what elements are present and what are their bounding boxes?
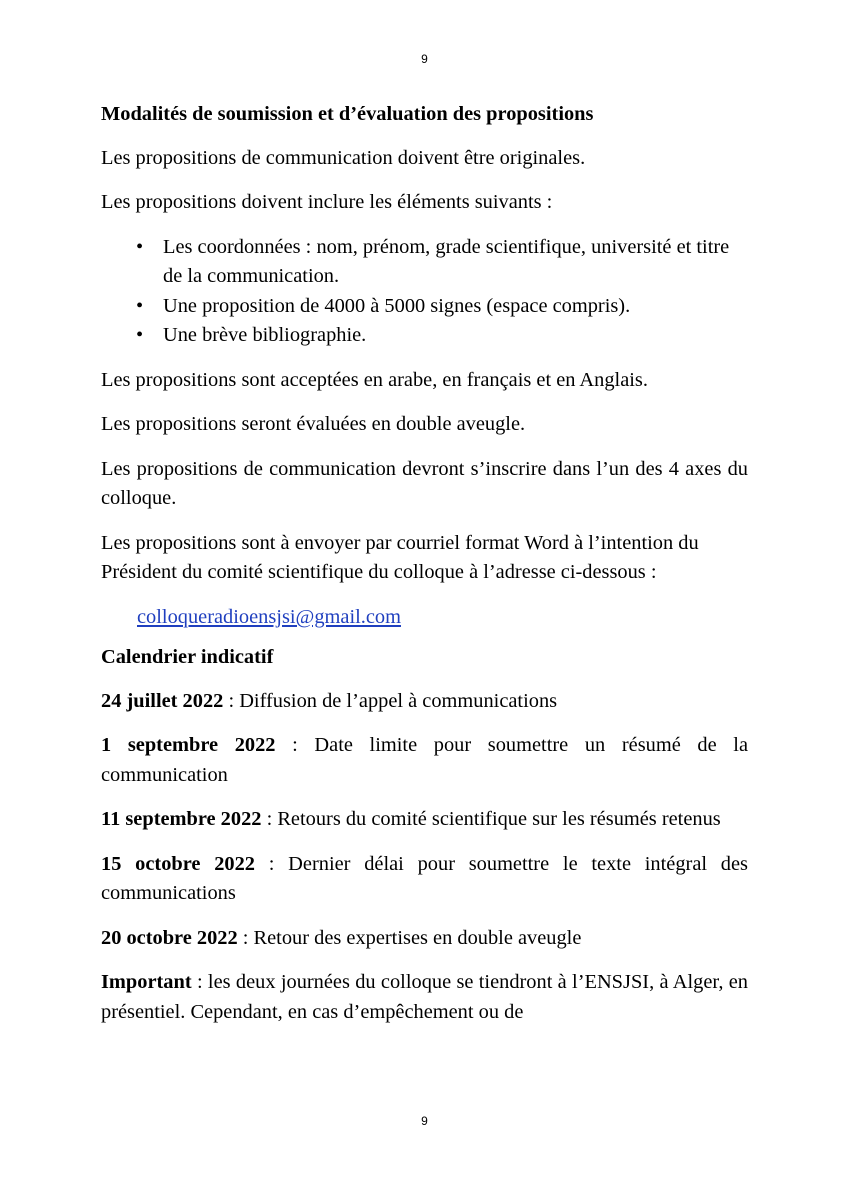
page-body: [101, 100, 748, 1042]
calendar-date: 11 septembre 2022: [101, 808, 262, 830]
calendar-item: [101, 687, 748, 717]
calendar-text: : Date limite pour soumettre un résumé de la communication: [101, 734, 748, 786]
important-text: : les deux journées du colloque se tiendront à l’ENSJSI, à Alger, en présentiel. Cependant, en cas d’empêchement ou de: [101, 971, 748, 1023]
email-link[interactable]: colloqueradioensjsi@gmail.com: [137, 605, 401, 628]
para-axes: Les propositions de communication devront s’inscrire dans l’un des 4 axes du colloque.: [101, 457, 748, 509]
calendar-item: [101, 924, 748, 954]
list-item-bibliography: • Une brève bibliographie.: [163, 321, 748, 351]
calendar-item: [101, 731, 748, 790]
calendar-date: 15 octobre 2022: [101, 852, 255, 875]
para-evaluation: Les propositions seront évaluées en double aveugle.: [101, 413, 526, 435]
important-label: Important: [101, 971, 192, 993]
para-send: Les propositions sont à envoyer par courriel format Word à l’intention du Président du comité scientifique du colloque à l’adresse ci-dessous :: [101, 531, 699, 583]
calendar-date: 1 septembre 2022: [101, 734, 276, 756]
calendar-text: : Retours du comité scientifique sur les résumés retenus: [261, 808, 721, 830]
calendar-text: : Diffusion de l’appel à communications: [223, 689, 558, 712]
para-elements: Les propositions doivent inclure les éléments suivants :: [101, 191, 553, 213]
page-number-bottom: 9: [421, 1114, 428, 1128]
para-languages: Les propositions sont acceptées en arabe, en français et en Anglais.: [101, 368, 648, 391]
list-item-coordinates: • Les coordonnées : nom, prénom, grade scientifique, université et titre de la communication.: [163, 233, 748, 292]
calendar-item: [101, 850, 748, 909]
page-number-top: 9: [421, 52, 428, 66]
list-item-proposal-length: • Une proposition de 4000 à 5000 signes (espace compris).: [163, 292, 748, 322]
calendar-date: 20 octobre 2022: [101, 926, 238, 949]
calendar-heading: Calendrier indicatif: [101, 646, 274, 668]
calendar-item: [101, 805, 748, 835]
calendar-text: : Dernier délai pour soumettre le texte intégral des communications: [101, 852, 748, 904]
email-line: [101, 603, 748, 633]
calendar-date: 24 juillet 2022: [101, 689, 224, 712]
submission-heading: Modalités de soumission et d’évaluation des propositions: [101, 103, 594, 125]
para-original: Les propositions de communication doivent être originales.: [101, 146, 586, 169]
important-paragraph: [101, 968, 748, 1027]
elements-list: [101, 233, 748, 351]
calendar-text: : Retour des expertises en double aveugle: [237, 926, 582, 949]
